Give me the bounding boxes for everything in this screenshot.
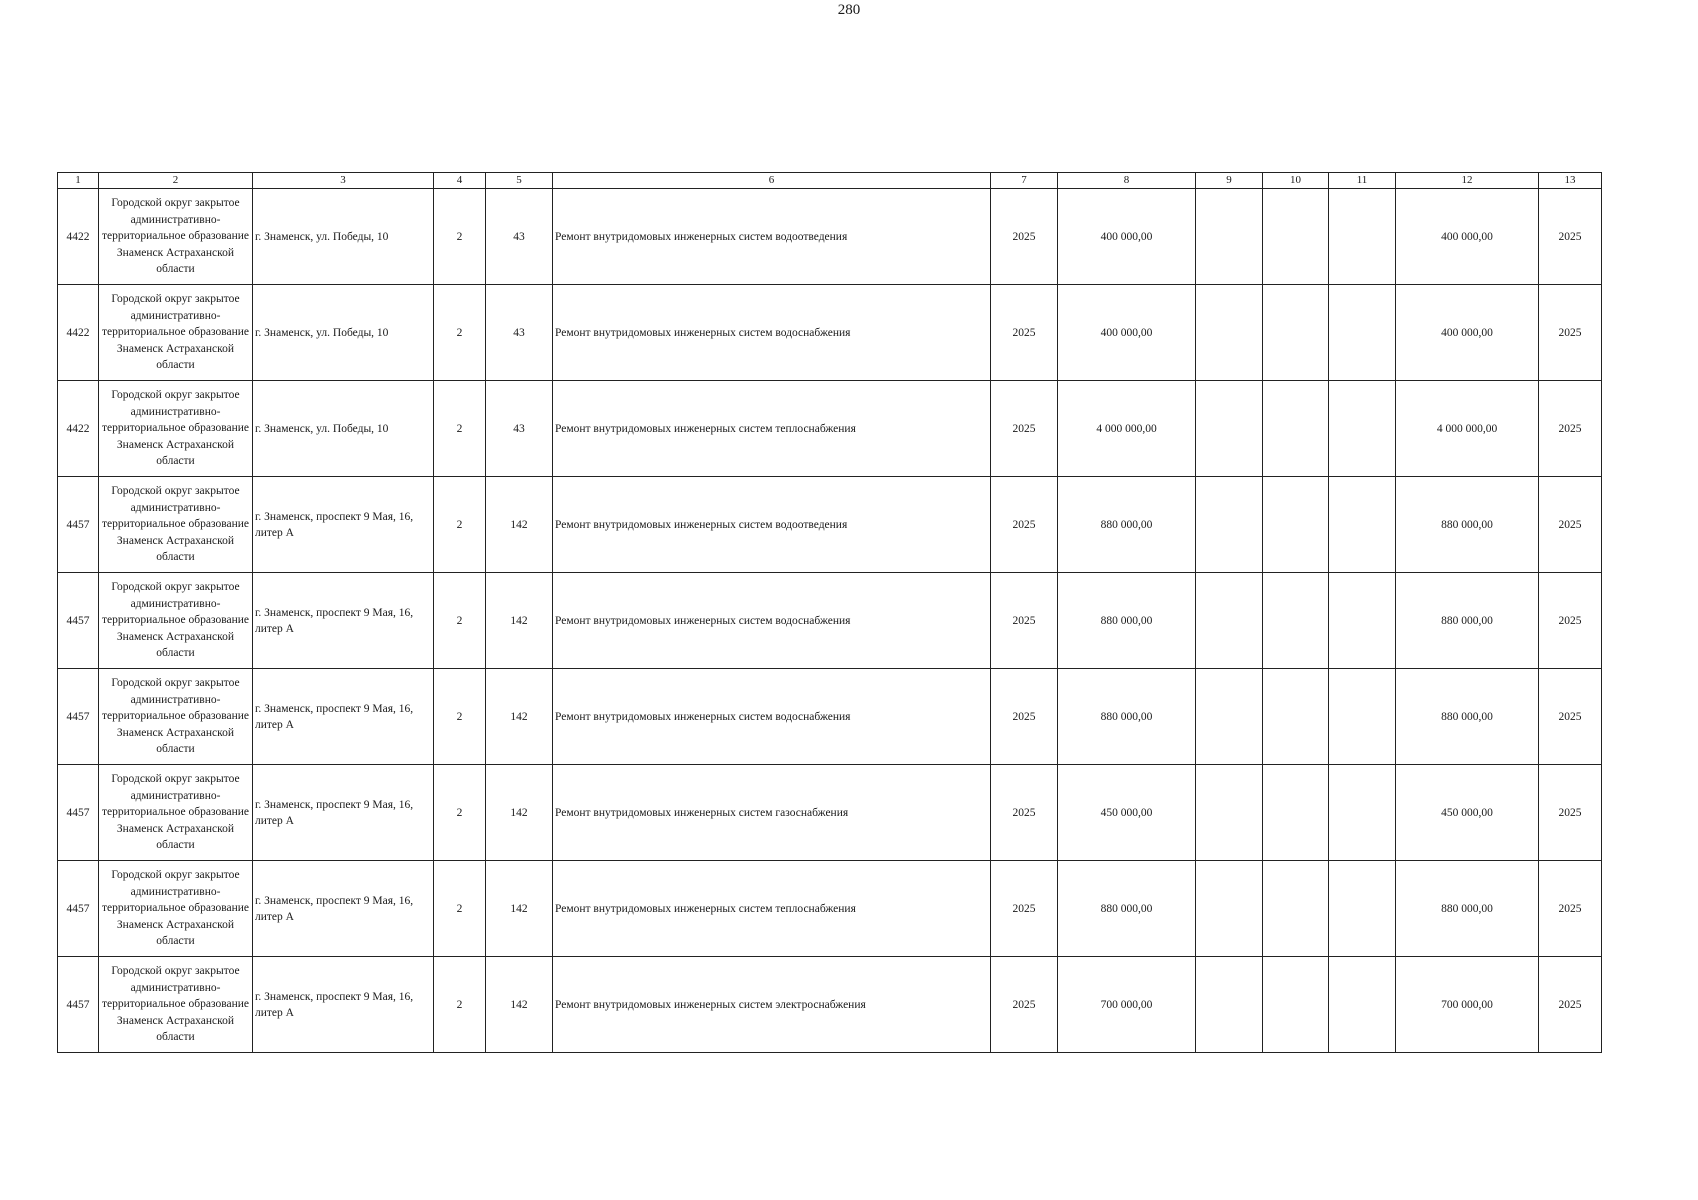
total-cost-cell: 450 000,00 [1396,765,1539,861]
work-type-cell: Ремонт внутридомовых инженерных систем водоотведения [553,189,991,285]
table-row [58,477,1602,573]
column-4-cell: 2 [434,669,486,765]
column-header: 13 [1539,173,1602,189]
work-type-cell: Ремонт внутридомовых инженерных систем водоснабжения [553,669,991,765]
work-type-cell: Ремонт внутридомовых инженерных систем электроснабжения [553,957,991,1053]
column-4-cell: 2 [434,189,486,285]
column-10-cell [1263,861,1329,957]
object-id-cell: 4422 [58,381,99,477]
cost-cell: 400 000,00 [1058,285,1196,381]
column-11-cell [1329,285,1396,381]
column-header: 7 [991,173,1058,189]
object-id-cell: 4457 [58,477,99,573]
year-cell: 2025 [991,861,1058,957]
column-4-cell: 2 [434,573,486,669]
column-header: 2 [99,173,253,189]
page-number: 280 [837,2,861,18]
column-10-cell [1263,189,1329,285]
municipality-cell: Городской округ закрытое административно-территориальное образование Знаменск Астраханской области [99,861,253,957]
total-cost-cell: 880 000,00 [1396,669,1539,765]
completion-year-cell: 2025 [1539,573,1602,669]
table-row [58,189,1602,285]
year-cell: 2025 [991,765,1058,861]
work-type-cell: Ремонт внутридомовых инженерных систем водоотведения [553,477,991,573]
table-row [58,669,1602,765]
column-10-cell [1263,381,1329,477]
work-type-cell: Ремонт внутридомовых инженерных систем теплоснабжения [553,861,991,957]
completion-year-cell: 2025 [1539,669,1602,765]
column-11-cell [1329,477,1396,573]
column-9-cell [1196,669,1263,765]
total-cost-cell: 4 000 000,00 [1396,381,1539,477]
column-9-cell [1196,765,1263,861]
column-header: 10 [1263,173,1329,189]
object-id-cell: 4457 [58,861,99,957]
work-type-cell: Ремонт внутридомовых инженерных систем газоснабжения [553,765,991,861]
completion-year-cell: 2025 [1539,189,1602,285]
column-9-cell [1196,957,1263,1053]
table-row [58,285,1602,381]
object-id-cell: 4457 [58,765,99,861]
address-cell: г. Знаменск, проспект 9 Мая, 16, литер А [253,765,434,861]
municipality-cell: Городской округ закрытое административно-территориальное образование Знаменск Астраханской области [99,765,253,861]
total-cost-cell: 400 000,00 [1396,285,1539,381]
year-cell: 2025 [991,957,1058,1053]
column-10-cell [1263,669,1329,765]
municipality-cell: Городской округ закрытое административно-территориальное образование Знаменск Астраханской области [99,573,253,669]
year-cell: 2025 [991,285,1058,381]
total-cost-cell: 880 000,00 [1396,573,1539,669]
municipality-cell: Городской округ закрытое административно-территориальное образование Знаменск Астраханской области [99,957,253,1053]
column-4-cell: 2 [434,477,486,573]
total-cost-cell: 880 000,00 [1396,477,1539,573]
column-11-cell [1329,861,1396,957]
table-row [58,861,1602,957]
column-9-cell [1196,285,1263,381]
completion-year-cell: 2025 [1539,957,1602,1053]
total-cost-cell: 400 000,00 [1396,189,1539,285]
column-11-cell [1329,957,1396,1053]
column-5-cell: 142 [486,861,553,957]
column-header: 5 [486,173,553,189]
column-5-cell: 142 [486,765,553,861]
work-type-cell: Ремонт внутридомовых инженерных систем водоснабжения [553,285,991,381]
table-row [58,381,1602,477]
column-header: 6 [553,173,991,189]
column-11-cell [1329,669,1396,765]
column-header: 8 [1058,173,1196,189]
column-5-cell: 43 [486,285,553,381]
municipality-cell: Городской округ закрытое административно-территориальное образование Знаменск Астраханской области [99,477,253,573]
cost-cell: 880 000,00 [1058,573,1196,669]
address-cell: г. Знаменск, ул. Победы, 10 [253,285,434,381]
cost-cell: 880 000,00 [1058,669,1196,765]
year-cell: 2025 [991,477,1058,573]
column-4-cell: 2 [434,861,486,957]
column-5-cell: 43 [486,189,553,285]
total-cost-cell: 880 000,00 [1396,861,1539,957]
address-cell: г. Знаменск, проспект 9 Мая, 16, литер А [253,861,434,957]
column-5-cell: 43 [486,381,553,477]
column-5-cell: 142 [486,669,553,765]
municipality-cell: Городской округ закрытое административно-территориальное образование Знаменск Астраханской области [99,669,253,765]
completion-year-cell: 2025 [1539,285,1602,381]
object-id-cell: 4422 [58,189,99,285]
column-5-cell: 142 [486,957,553,1053]
year-cell: 2025 [991,669,1058,765]
column-4-cell: 2 [434,957,486,1053]
work-type-cell: Ремонт внутридомовых инженерных систем теплоснабжения [553,381,991,477]
completion-year-cell: 2025 [1539,381,1602,477]
table-body [58,189,1602,1053]
column-number-row [58,173,1602,189]
address-cell: г. Знаменск, проспект 9 Мая, 16, литер А [253,669,434,765]
column-11-cell [1329,189,1396,285]
column-9-cell [1196,189,1263,285]
address-cell: г. Знаменск, проспект 9 Мая, 16, литер А [253,573,434,669]
column-header: 1 [58,173,99,189]
address-cell: г. Знаменск, проспект 9 Мая, 16, литер А [253,957,434,1053]
column-9-cell [1196,381,1263,477]
year-cell: 2025 [991,189,1058,285]
column-10-cell [1263,477,1329,573]
column-header: 4 [434,173,486,189]
address-cell: г. Знаменск, ул. Победы, 10 [253,189,434,285]
address-cell: г. Знаменск, ул. Победы, 10 [253,381,434,477]
column-4-cell: 2 [434,381,486,477]
object-id-cell: 4457 [58,957,99,1053]
column-4-cell: 2 [434,285,486,381]
cost-cell: 450 000,00 [1058,765,1196,861]
column-11-cell [1329,381,1396,477]
table-row [58,573,1602,669]
completion-year-cell: 2025 [1539,477,1602,573]
column-10-cell [1263,957,1329,1053]
column-10-cell [1263,573,1329,669]
cost-cell: 880 000,00 [1058,477,1196,573]
year-cell: 2025 [991,381,1058,477]
column-4-cell: 2 [434,765,486,861]
column-5-cell: 142 [486,477,553,573]
column-9-cell [1196,573,1263,669]
table-header [58,173,1602,189]
total-cost-cell: 700 000,00 [1396,957,1539,1053]
column-11-cell [1329,765,1396,861]
municipality-cell: Городской округ закрытое административно-территориальное образование Знаменск Астраханской области [99,381,253,477]
completion-year-cell: 2025 [1539,861,1602,957]
year-cell: 2025 [991,573,1058,669]
cost-cell: 700 000,00 [1058,957,1196,1053]
column-header: 3 [253,173,434,189]
municipality-cell: Городской округ закрытое административно-территориальное образование Знаменск Астраханской области [99,285,253,381]
column-10-cell [1263,765,1329,861]
column-header: 11 [1329,173,1396,189]
column-5-cell: 142 [486,573,553,669]
work-type-cell: Ремонт внутридомовых инженерных систем водоснабжения [553,573,991,669]
object-id-cell: 4457 [58,573,99,669]
table-row [58,957,1602,1053]
column-11-cell [1329,573,1396,669]
object-id-cell: 4422 [58,285,99,381]
cost-cell: 400 000,00 [1058,189,1196,285]
column-9-cell [1196,861,1263,957]
repair-schedule-table [57,172,1602,1053]
column-header: 12 [1396,173,1539,189]
completion-year-cell: 2025 [1539,765,1602,861]
column-header: 9 [1196,173,1263,189]
cost-cell: 880 000,00 [1058,861,1196,957]
cost-cell: 4 000 000,00 [1058,381,1196,477]
table-row [58,765,1602,861]
column-10-cell [1263,285,1329,381]
object-id-cell: 4457 [58,669,99,765]
municipality-cell: Городской округ закрытое административно-территориальное образование Знаменск Астраханской области [99,189,253,285]
address-cell: г. Знаменск, проспект 9 Мая, 16, литер А [253,477,434,573]
column-9-cell [1196,477,1263,573]
